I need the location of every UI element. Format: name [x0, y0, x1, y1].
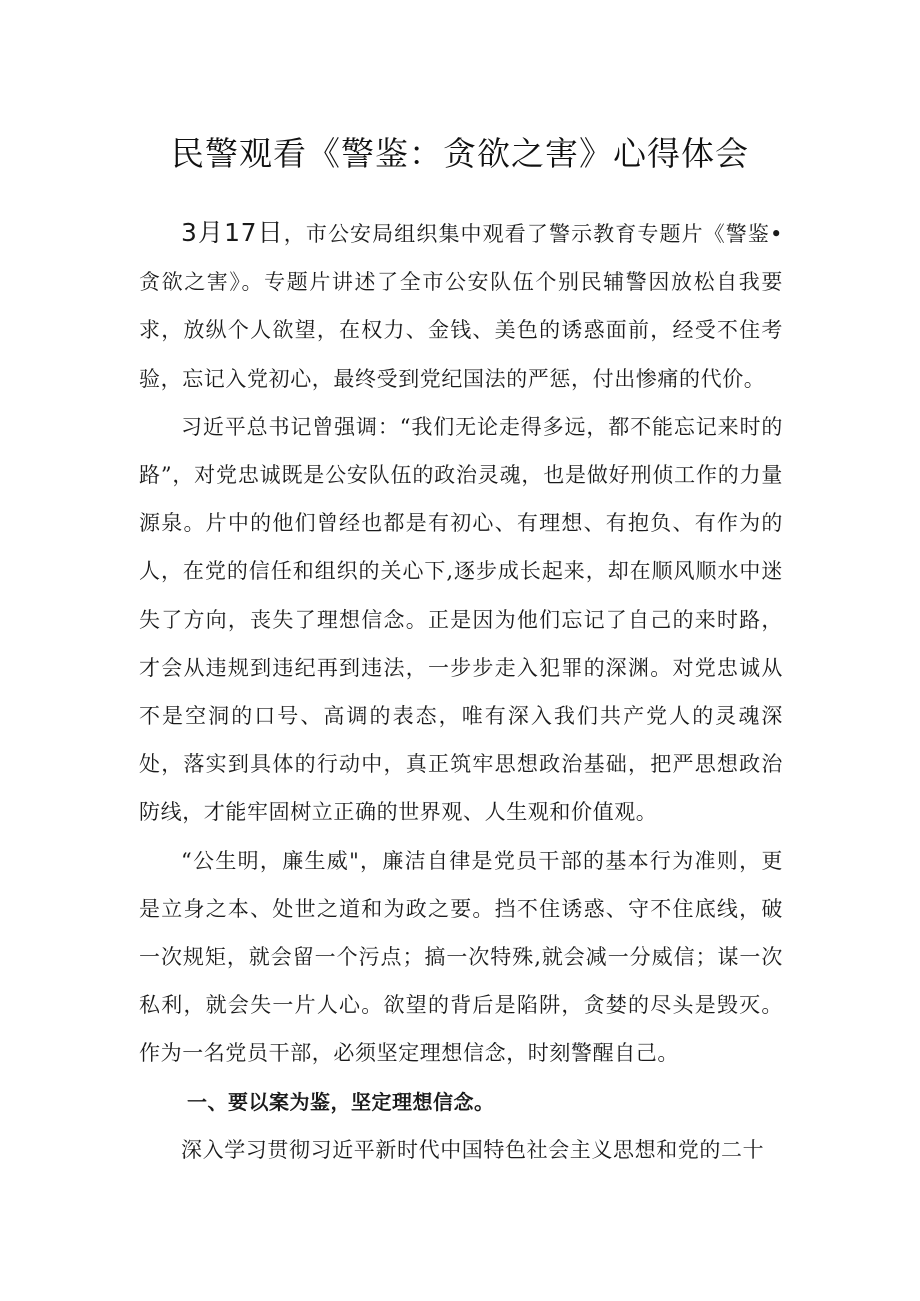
- paragraph-1-date: 3月17日: [181, 218, 284, 247]
- document-title: 民警观看《警鉴：贪欲之害》心得体会: [171, 134, 749, 173]
- paragraph-1: [139, 209, 783, 403]
- paragraph-4: 深入学习贯彻习近平新时代中国特色社会主义思想和党的二十: [181, 1137, 765, 1162]
- paragraph-3: “公生明，廉生威"，廉洁自律是党员干部的基本行为准则，更是立身之本、处世之道和为政之要。挡不住诱惑、守不住底线，破一次规矩，就会留一个污点；搞一次特殊,就会减一分威信；谋一次私利，就会失一片人心。欲望的背后是陷阱，贪婪的尽头是毁灭。作为一名党员干部，必须坚定理想信念，时刻警醒自己。: [139, 848, 783, 1066]
- document-body: [139, 209, 783, 1174]
- section-heading: 一、要以案为鉴，坚定理想信念。: [187, 1089, 495, 1114]
- paragraph-2: 习近平总书记曾强调：“我们无论走得多远，都不能忘记来时的路”，对党忠诚既是公安队伍的政治灵魂，也是做好刑侦工作的力量源泉。片中的他们曾经也都是有初心、有理想、有抱负、有作为的人，在党的信任和组织的关心下,逐步成长起来，却在顺风顺水中迷失了方向，丧失了理想信念。正是因为他们忘记了自己的来时路，才会从违规到违纪再到违法，一步步走入犯罪的深渊。对党忠诚从不是空洞的口号、高调的表态，唯有深入我们共产党人的灵魂深处，落实到具体的行动中，真正筑牢思想政治基础，把严思想政治防线，才能牢固树立正确的世界观、人生观和价值观。: [139, 414, 783, 825]
- paragraph-1-text: ，市公安局组织集中观看了警示教育专题片《警鉴•贪欲之害》。专题片讲述了全市公安队伍个别民辅警因放松自我要求，放纵个人欲望，在权力、金钱、美色的诱惑面前，经受不住考验，忘记入党初心，最终受到党纪国法的严惩，付出惨痛的代价。: [139, 222, 783, 391]
